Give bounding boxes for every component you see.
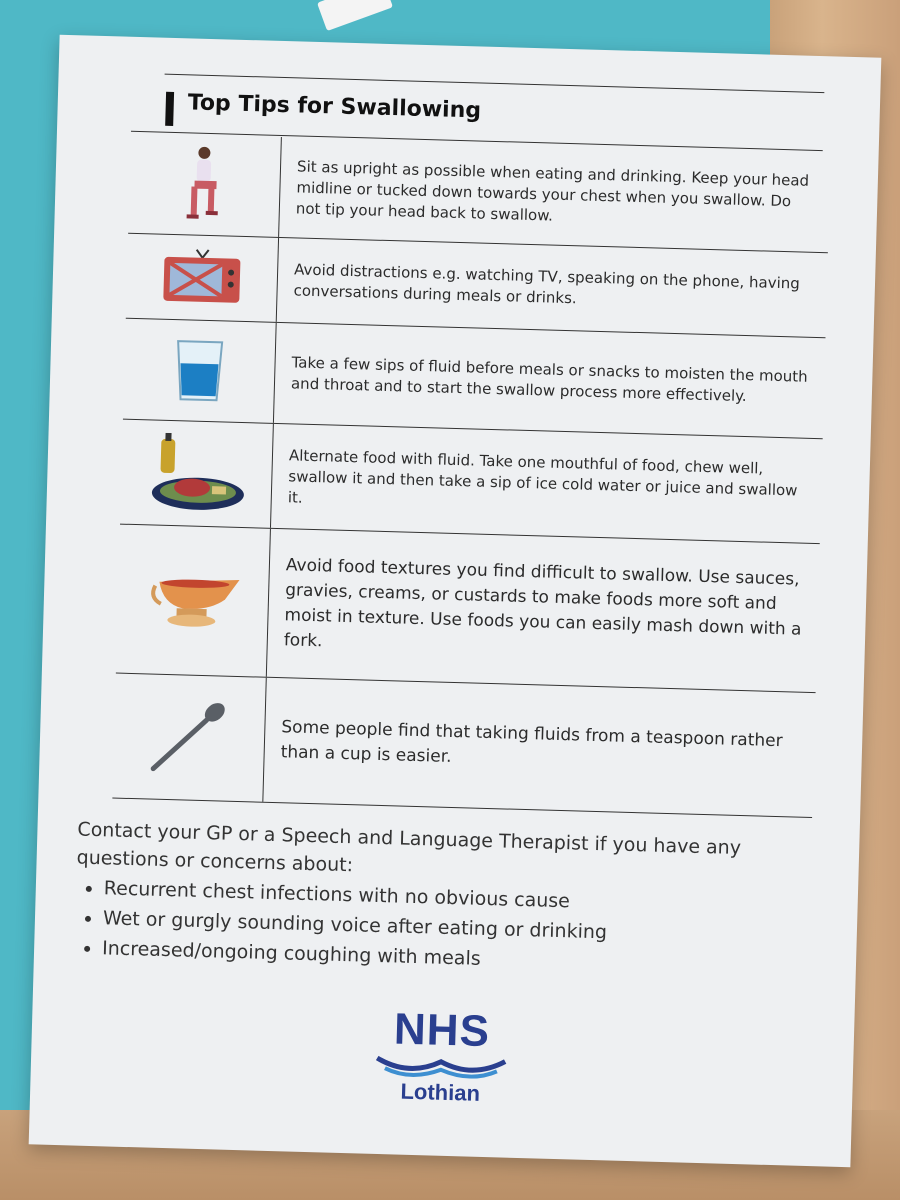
logo-wave-icon (371, 1054, 512, 1080)
person-sitting-icon (128, 133, 282, 237)
tip-row (128, 133, 831, 254)
paper-corner (317, 0, 393, 31)
glass-of-water-icon (123, 319, 277, 423)
logo-main: NHS (393, 1004, 491, 1057)
leaflet-sheet (29, 35, 882, 1168)
nhs-lothian-logo (370, 1004, 513, 1108)
tip-text: Take a few sips of fluid before meals or snacks to moisten the mouth and throat and to start the swallow process more effectively. (290, 353, 808, 406)
list-item: • Wet or gurgly sounding voice after eating or drinking (103, 904, 826, 952)
page-title: Top Tips for Swallowing (187, 90, 482, 124)
gravy-boat-icon (116, 525, 271, 677)
list-item: • Recurrent chest infections with no obvious cause (103, 874, 826, 922)
crossed-tv-icon (126, 234, 279, 322)
tip-text: Alternate food with fluid. Take one mouthful of food, chew well, swallow it and then take a sip of ice cold water or juice and swallow it. (287, 445, 798, 507)
tips-table (112, 133, 830, 818)
title-accent-bar (165, 92, 174, 126)
list-item: • Increased/ongoing coughing with meals (102, 934, 825, 982)
contact-section (74, 816, 828, 985)
tip-text: Sit as upright as possible when eating and drinking. Keep your head midline or tucked down towards your chest when you swallow. Do not tip your head back to swallow. (295, 156, 810, 225)
top-rule (165, 74, 825, 93)
tip-row (123, 319, 826, 440)
tip-text: Avoid food textures you find difficult to swallow. Use sauces, gravies, creams, or custards to make foods more soft and moist in texture. Use foods you can easily mash down with a fork. (283, 555, 802, 652)
tip-row (116, 525, 820, 693)
concern-list (74, 874, 826, 983)
tip-row (120, 420, 823, 545)
food-plate-icon (120, 420, 274, 528)
tip-row (112, 674, 815, 818)
tip-text: Some people find that taking fluids from a teaspoon rather than a cup is easier. (280, 717, 783, 767)
contact-intro: Contact your GP or a Speech and Language Therapist if you have any questions or concerns about: (76, 818, 742, 877)
tip-text: Avoid distractions e.g. watching TV, speaking on the phone, having conversations during meals or drinks. (293, 260, 801, 308)
teaspoon-icon (112, 674, 266, 802)
logo-sub: Lothian (400, 1078, 481, 1106)
